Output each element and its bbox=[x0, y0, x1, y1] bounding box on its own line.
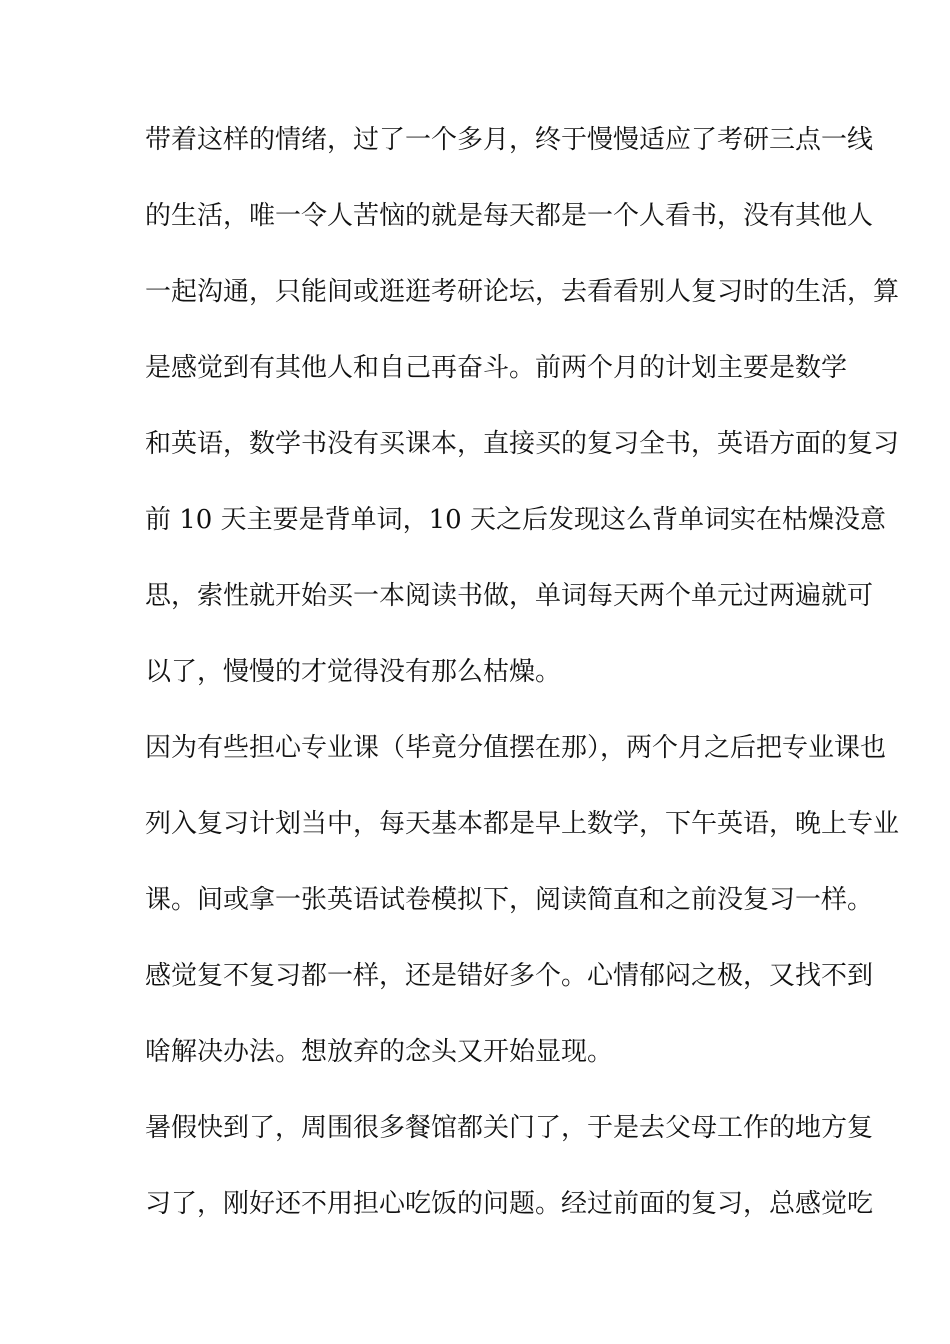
text-line: 带着这样的情绪，过了一个多月，终于慢慢适应了考研三点一线 bbox=[145, 125, 874, 155]
text-line: 列入复习计划当中，每天基本都是早上数学，下午英语，晚上专业 bbox=[145, 809, 900, 839]
text-line: 前 10 天主要是背单词，10 天之后发现这么背单词实在枯燥没意 bbox=[145, 505, 886, 535]
text-line: 的生活，唯一令人苦恼的就是每天都是一个人看书，没有其他人 bbox=[145, 201, 874, 231]
text-line: 因为有些担心专业课（毕竟分值摆在那），两个月之后把专业课也 bbox=[145, 733, 887, 763]
text-line: 课。间或拿一张英语试卷模拟下，阅读简直和之前没复习一样。 bbox=[145, 885, 874, 915]
text-line: 和英语，数学书没有买课本，直接买的复习全书，英语方面的复习 bbox=[145, 429, 900, 459]
text-line: 啥解决办法。想放弃的念头又开始显现。 bbox=[145, 1037, 614, 1067]
text-line: 一起沟通，只能间或逛逛考研论坛，去看看别人复习时的生活，算 bbox=[145, 277, 900, 307]
text-line: 暑假快到了，周围很多餐馆都关门了，于是去父母工作的地方复 bbox=[145, 1113, 874, 1143]
text-line: 思，索性就开始买一本阅读书做，单词每天两个单元过两遍就可 bbox=[145, 581, 874, 611]
text-line: 以了，慢慢的才觉得没有那么枯燥。 bbox=[145, 657, 562, 687]
text-line: 是感觉到有其他人和自己再奋斗。前两个月的计划主要是数学 bbox=[145, 353, 848, 383]
body-text bbox=[145, 125, 900, 1268]
text-line: 感觉复不复习都一样，还是错好多个。心情郁闷之极，又找不到 bbox=[145, 961, 874, 991]
text-line: 习了，刚好还不用担心吃饭的问题。经过前面的复习，总感觉吃 bbox=[145, 1189, 874, 1219]
